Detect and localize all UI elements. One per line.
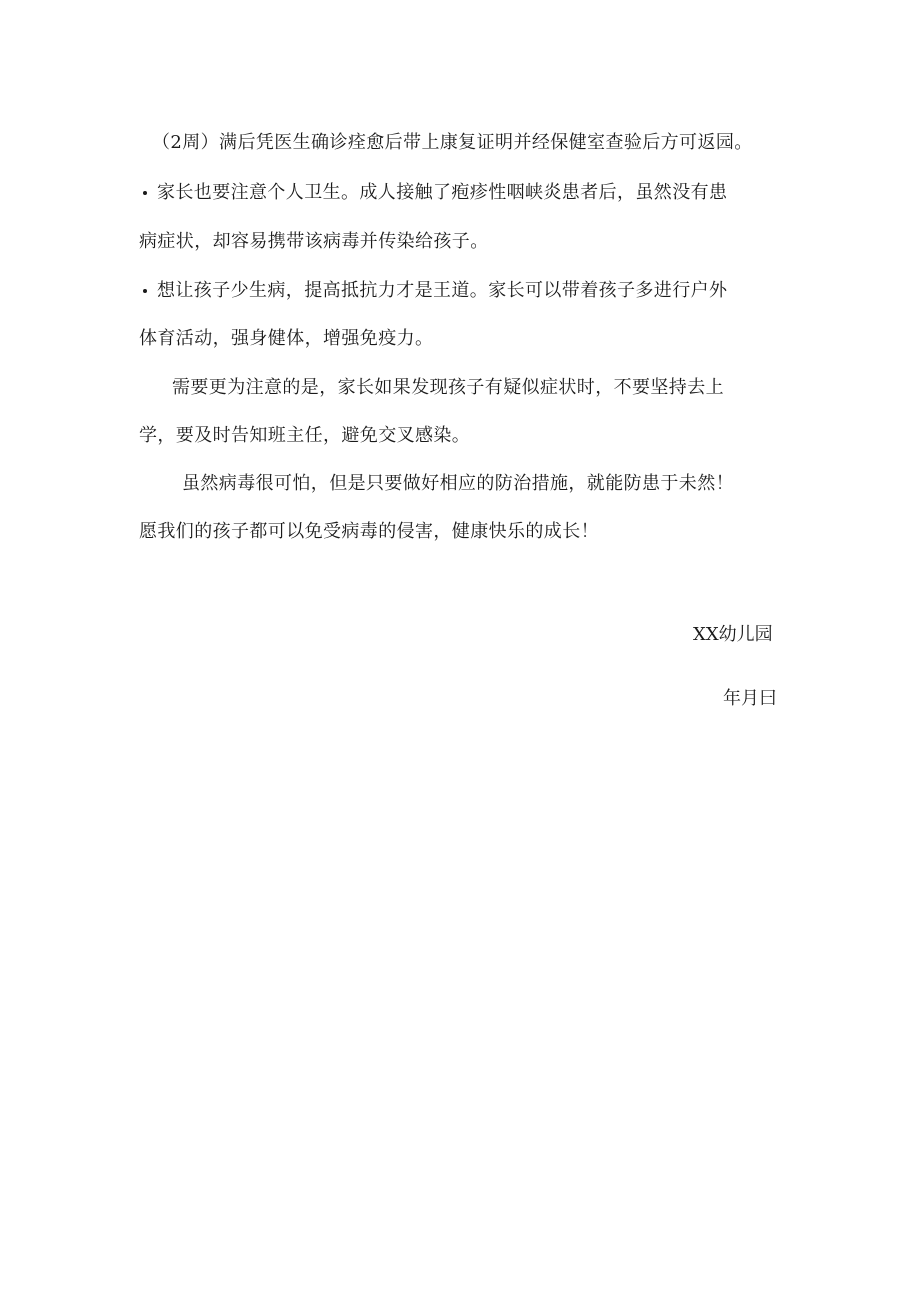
bullet-icon	[143, 191, 147, 195]
paragraph-line-1: （2周）满后凭医生确诊痊愈后带上康复证明并经保健室查验后方可返园。	[152, 132, 753, 153]
bullet-line-1	[140, 181, 727, 205]
paragraph-line-5: 体育活动，强身健体，增强免疫力。	[139, 328, 434, 349]
paragraph-line-6: 需要更为注意的是，家长如果发现孩子有疑似症状时，不要坚持去上	[172, 377, 724, 398]
paragraph-line-3: 病症状，却容易携带该病毒并传染给孩子。	[139, 231, 489, 252]
paragraph-line-7: 学，要及时告知班主任，避免交叉感染。	[139, 425, 471, 446]
paragraph-line-9: 愿我们的孩子都可以免受病毒的侵害，健康快乐的成长！	[139, 521, 599, 542]
bullet-line-2	[140, 279, 727, 303]
bullet-icon	[143, 289, 147, 293]
paragraph-line-8: 虽然病毒很可怕，但是只要做好相应的防治措施，就能防患于未然！	[182, 473, 734, 494]
signature-date: 年月曰	[723, 688, 777, 709]
signature-organization: XX幼儿园	[693, 624, 773, 645]
bullet-text-1: 家长也要注意个人卫生。成人接触了疱疹性咽峡炎患者后，虽然没有患	[157, 182, 728, 203]
bullet-text-2: 想让孩子少生病，提高抵抗力才是王道。家长可以带着孩子多进行户外	[157, 280, 728, 301]
